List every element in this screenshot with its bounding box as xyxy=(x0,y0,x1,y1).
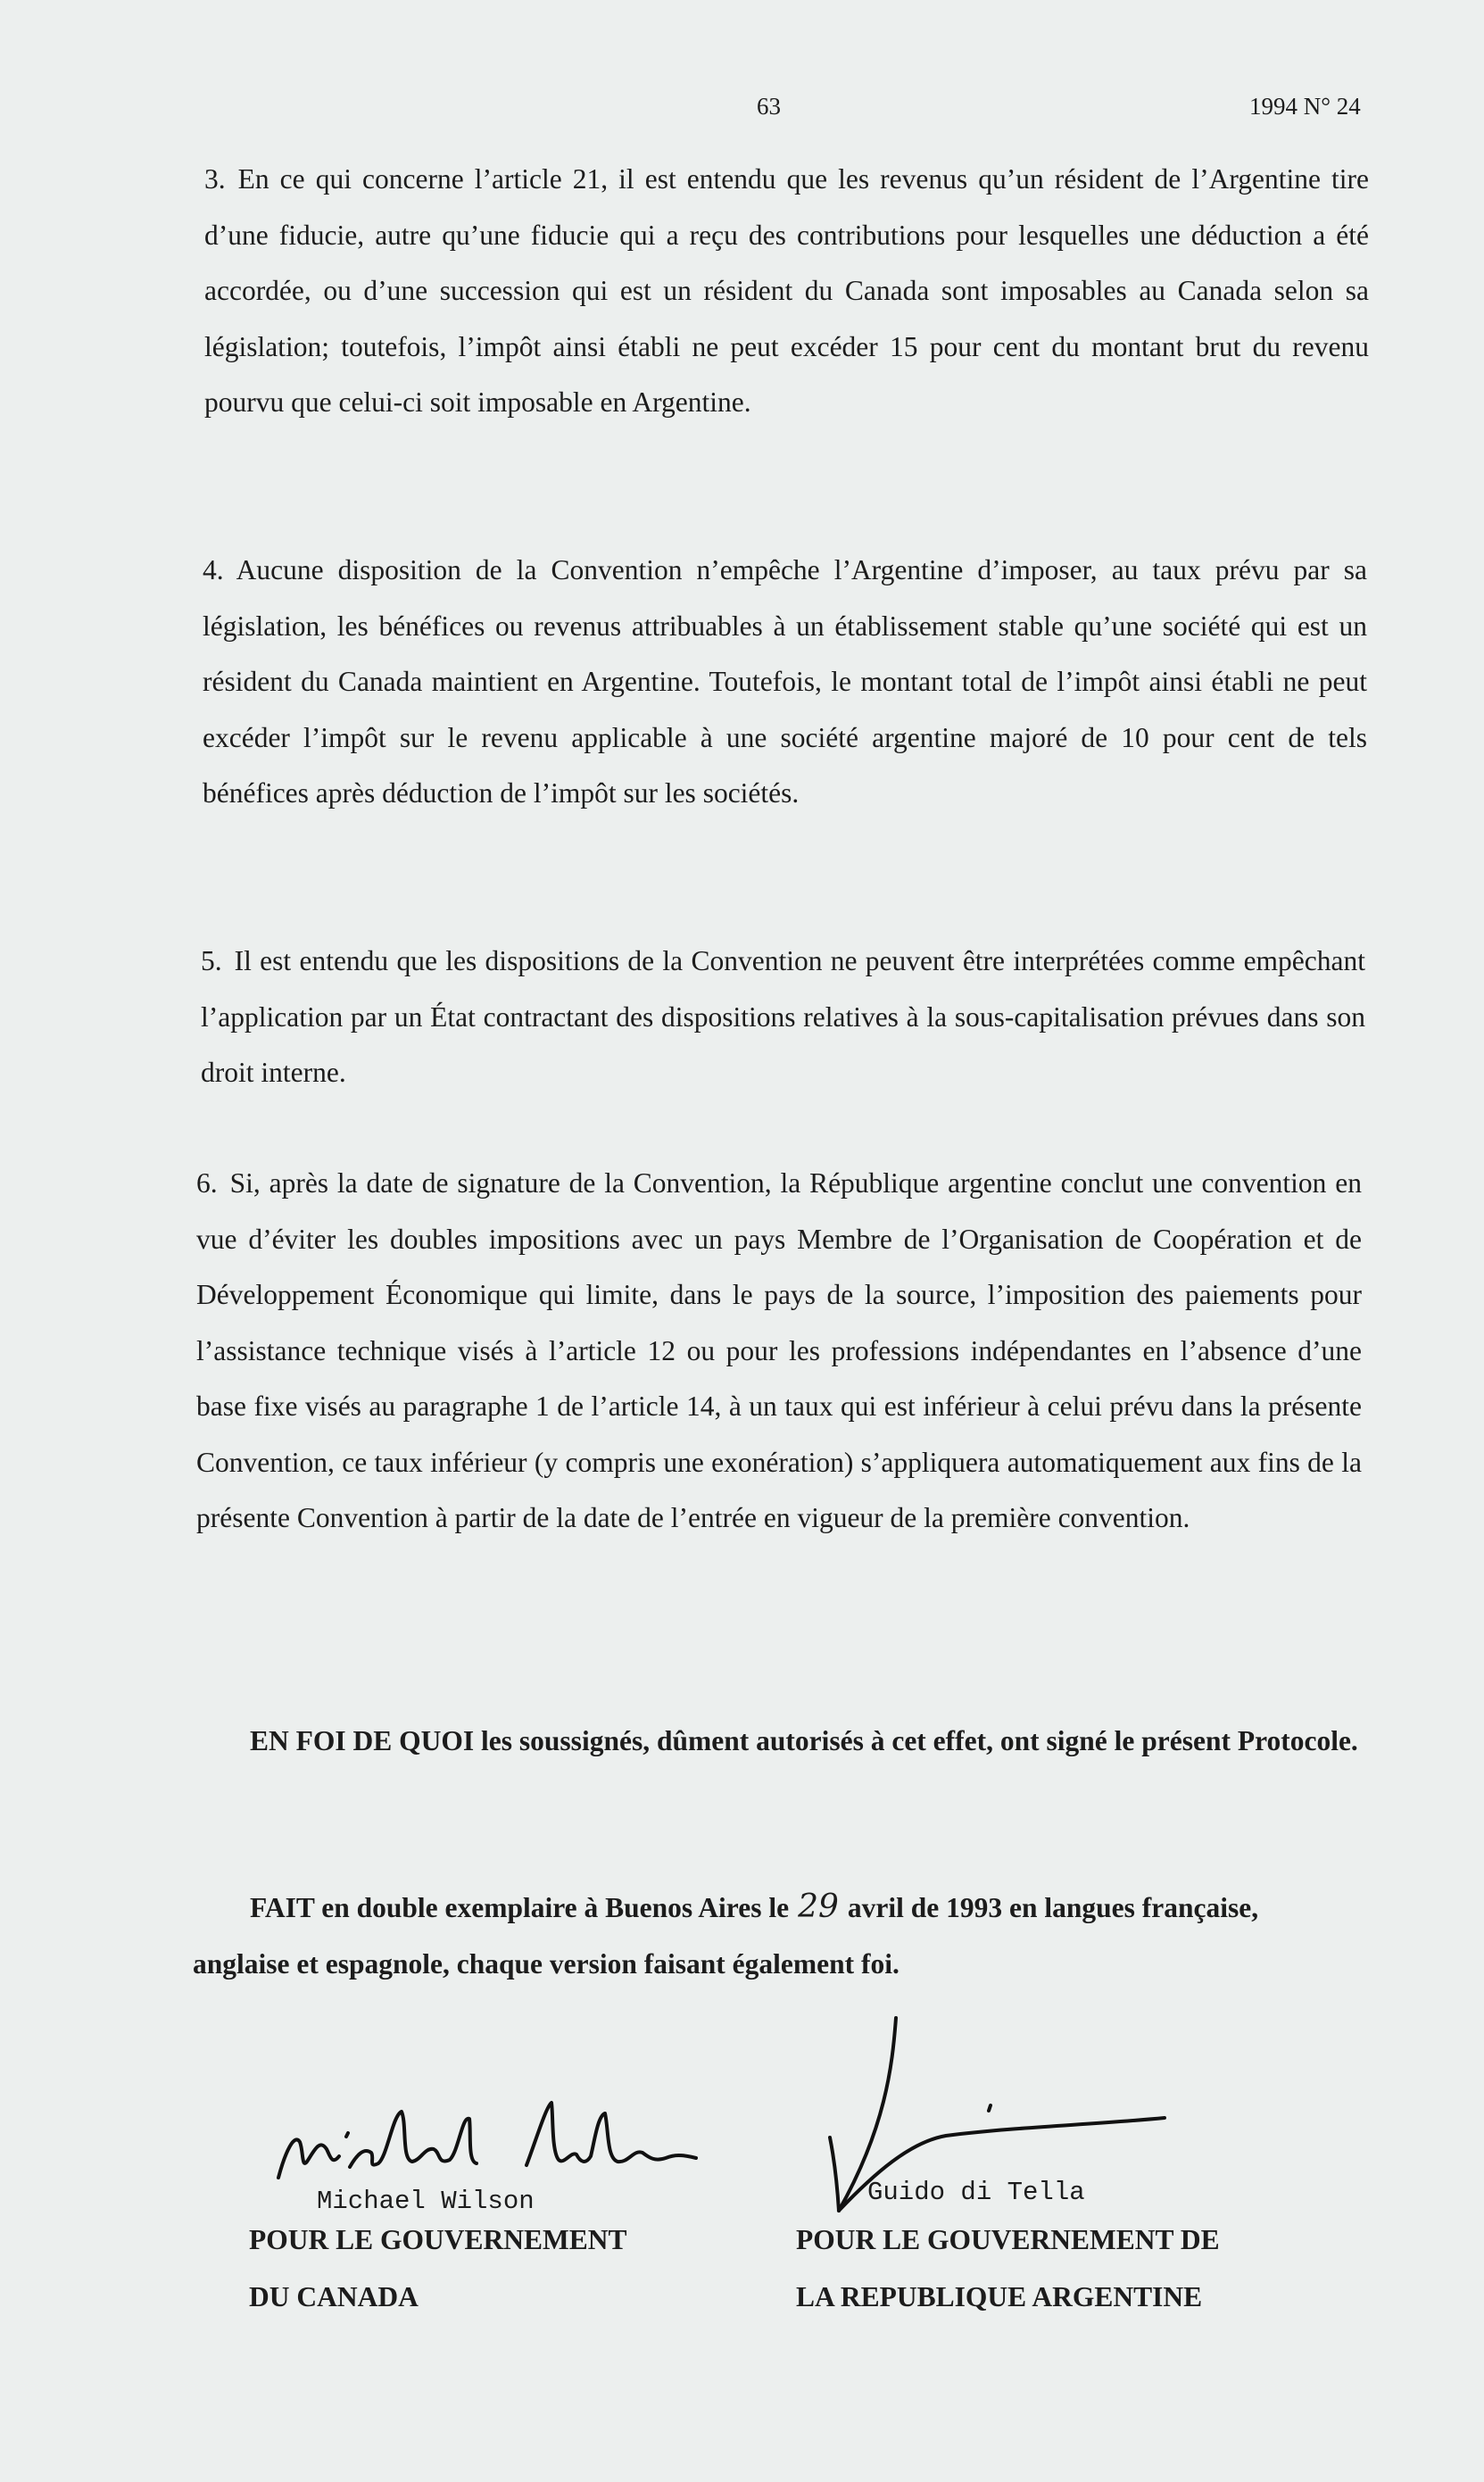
paragraph-number: 4. xyxy=(203,554,224,585)
paragraph-text: Aucune disposition de la Convention n’empêche l’Argentine d’imposer, au taux prévu par sa législation, les bénéfices ou revenus attribuables à un établissement stable qu’une société qui est un résident du Canada maintient en Argentine. Toutefois, le montant total de l’impôt ainsi établi ne peut excéder l’impôt sur le revenu applicable à une société argentine majoré de 10 pour cent de tels bénéfices après déduction de l’impôt sur les sociétés. xyxy=(203,554,1367,809)
done-text-after: avril de 1993 en langues française, anglaise et espagnole, chaque version faisant également foi. xyxy=(193,1892,1259,1980)
paragraph-number: 3. xyxy=(204,163,226,195)
signatory-name-argentina: Guido di Tella xyxy=(867,2178,1085,2207)
caption-canada-line-2: DU CANADA xyxy=(249,2281,419,2312)
caption-canada-line-1: POUR LE GOUVERNEMENT xyxy=(249,2224,627,2255)
paragraph-text: En ce qui concerne l’article 21, il est entendu que les revenus qu’un résident de l’Argentine tire d’une fiducie, autre qu’une fiducie qui a reçu des contributions pour lesquelles une déduction a été accordée, ou d’une succession qui est un résident du Canada sont imposables au Canada selon sa législation; toutefois, l’impôt ainsi établi ne peut excéder 15 pour cent du montant brut du revenu pourvu que celui-ci soit imposable en Argentine. xyxy=(204,163,1369,418)
signature-canada-icon xyxy=(268,2079,714,2196)
handwritten-day: 29 xyxy=(798,1888,839,1925)
paragraph-number: 6. xyxy=(196,1167,218,1199)
caption-argentina xyxy=(796,2212,1296,2326)
paragraph-text: Si, après la date de signature de la Convention, la République argentine conclut une convention en vue d’éviter les doubles impositions avec un pays Membre de l’Organisation de Coopération et de Développement Économique qui limite, dans le pays de la source, l’imposition des paiements pour l’assistance technique visés à l’article 12 ou pour les professions indépendantes en l’absence d’une base fixe visés au paragraphe 1 de l’article 14, à un taux qui est inférieur à celui prévu dans la présente Convention, ce taux inférieur (y compris une exonération) s’appliquera automatiquement aux fins de la présente Convention à partir de la date de l’entrée en vigueur de la première convention. xyxy=(196,1167,1362,1533)
signatory-name-canada: Michael Wilson xyxy=(317,2187,535,2216)
caption-canada xyxy=(249,2212,713,2326)
gazette-reference: 1994 N° 24 xyxy=(1249,93,1361,120)
page-number: 63 xyxy=(757,93,781,120)
paragraph-text: Il est entendu que les dispositions de la Convention ne peuvent être interprétées comme empêchant l’application par un État contractant des dispositions relatives à la sous-capitalisation prévues dans son droit interne. xyxy=(201,945,1365,1088)
done-clause xyxy=(193,1880,1362,1992)
paragraph-4 xyxy=(203,543,1367,822)
done-text-before: FAIT en double exemplaire à Buenos Aires le xyxy=(250,1892,790,1923)
caption-argentina-line-2: LA REPUBLIQUE ARGENTINE xyxy=(796,2281,1203,2312)
paragraph-number: 5. xyxy=(201,945,222,976)
paragraph-6 xyxy=(196,1156,1362,1547)
paragraph-5 xyxy=(201,934,1365,1101)
caption-argentina-line-1: POUR LE GOUVERNEMENT DE xyxy=(796,2224,1220,2255)
witness-clause: EN FOI DE QUOI les soussignés, dûment autorisés à cet effet, ont signé le présent Protocole. xyxy=(250,1725,1358,1756)
paragraph-3 xyxy=(204,152,1369,431)
